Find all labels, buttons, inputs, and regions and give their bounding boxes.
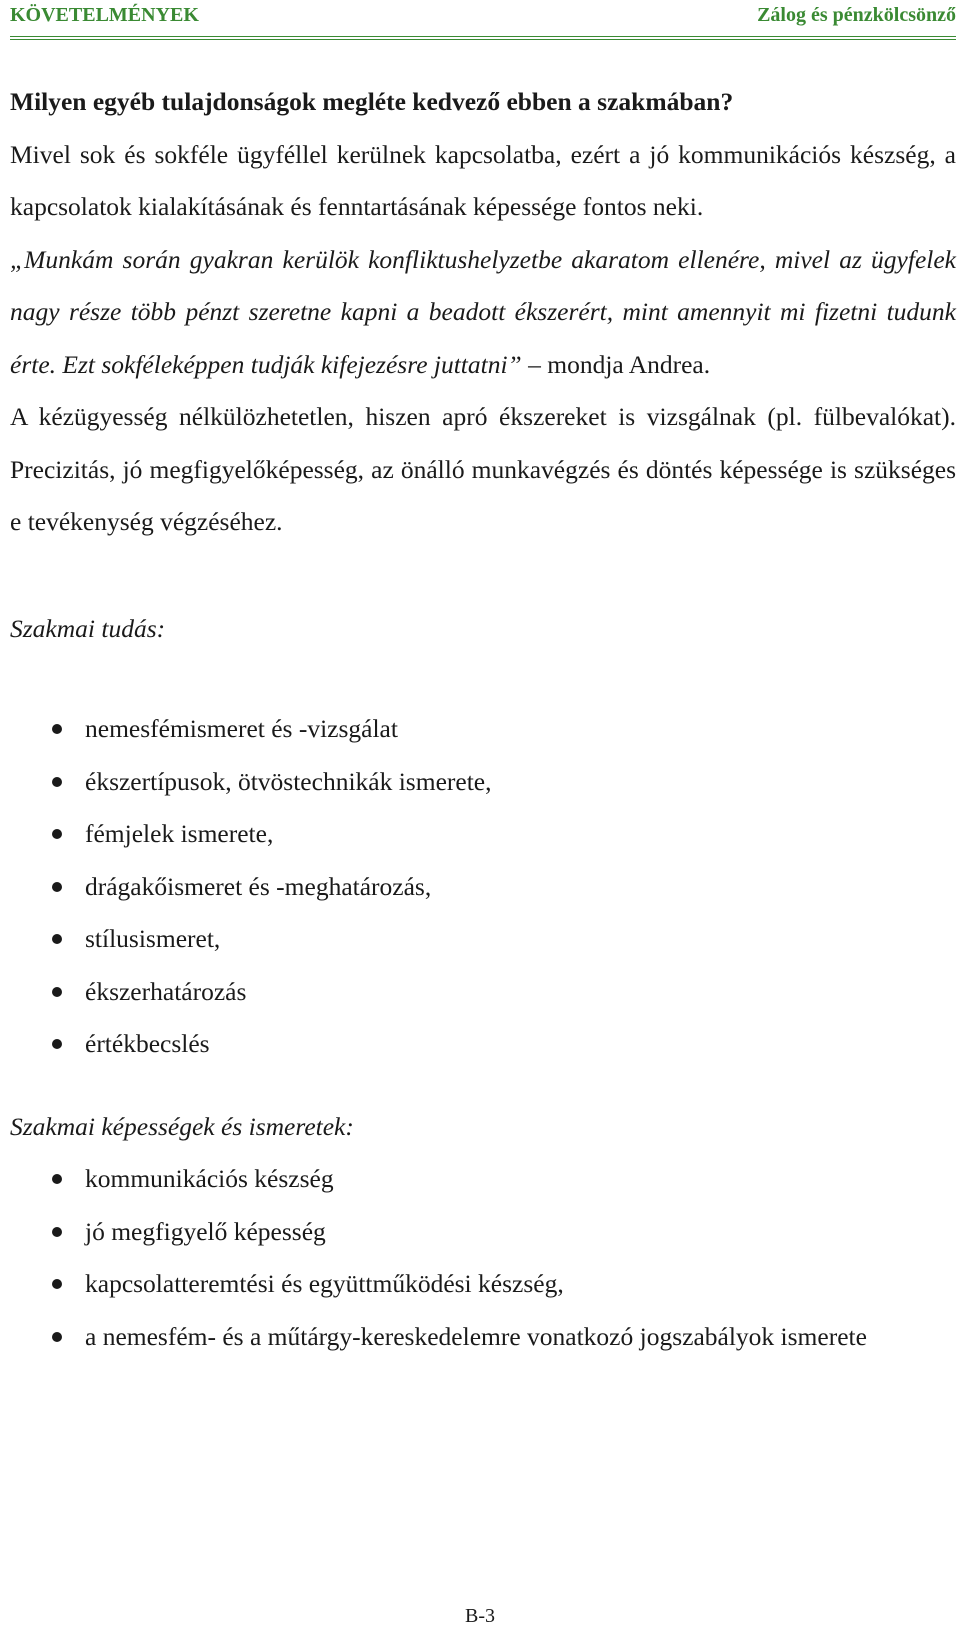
- bullet-icon: [52, 934, 62, 944]
- list-item: értékbecslés: [10, 1018, 956, 1071]
- section-title-knowledge: Szakmai tudás:: [10, 613, 166, 643]
- list-item: jó megfigyelő képesség: [10, 1206, 956, 1259]
- bullet-icon: [52, 987, 62, 997]
- bullet-icon: [52, 1039, 62, 1049]
- bullet-icon: [52, 724, 62, 734]
- page-number: B-3: [465, 1605, 495, 1627]
- bullet-icon: [52, 1227, 62, 1237]
- page-header: [10, 0, 956, 40]
- header-occupation: Zálog és pénzkölcsönző: [757, 4, 956, 26]
- list-item: fémjelek ismerete,: [10, 808, 956, 861]
- list-item: a nemesfém- és a műtárgy-kereskedelemre vonatkozó jogszabályok ismerete: [10, 1311, 956, 1364]
- question-heading: Milyen egyéb tulajdonságok megléte kedvező ebben a szakmában?: [10, 87, 734, 116]
- paragraph-communication: Mivel sok és sokféle ügyféllel kerülnek kapcsolatba, ezért a jó kommunikációs készség, a kapcsolatok kialakításának és fenntartásának képessége fontos neki.: [10, 139, 956, 221]
- list-item: ékszerhatározás: [10, 966, 956, 1019]
- quote-paragraph: [10, 234, 956, 392]
- bullet-icon: [52, 882, 62, 892]
- knowledge-list: [10, 703, 956, 1071]
- bullet-icon: [52, 777, 62, 787]
- bullet-icon: [52, 1174, 62, 1184]
- quote-attribution: – mondja Andrea.: [521, 349, 711, 379]
- header-category: KÖVETELMÉNYEK: [10, 4, 199, 26]
- list-item: ékszertípusok, ötvöstechnikák ismerete,: [10, 756, 956, 809]
- paragraph-dexterity: A kézügyesség nélkülözhetetlen, hiszen apró ékszereket is vizsgálnak (pl. fülbevalókat). Precizitás, jó megfigyelőképesség, az önálló munkavégzés és döntés képessége is szükséges e tevékenység végzéséhez.: [10, 402, 956, 536]
- skills-list: [10, 1153, 956, 1363]
- list-item: kapcsolatteremtési és együttműködési készség,: [10, 1258, 956, 1311]
- list-item: nemesfémismeret és -vizsgálat: [10, 703, 956, 756]
- section-title-skills: Szakmai képességek és ismeretek:: [10, 1111, 354, 1141]
- bullet-icon: [52, 829, 62, 839]
- list-item: drágakőismeret és -meghatározás,: [10, 861, 956, 914]
- bullet-icon: [52, 1332, 62, 1342]
- document-body: [10, 76, 956, 1363]
- bullet-icon: [52, 1279, 62, 1289]
- list-item: kommunikációs készség: [10, 1153, 956, 1206]
- quote-text: „Munkám során gyakran kerülök konfliktushelyzetbe akaratom ellenére, mivel az ügyfelek nagy része több pénzt szeretne kapni a beadott ékszerért, mint amennyit mi fizetni tudunk érte. Ezt sokféleképpen tudják kifejezésre juttatni”: [10, 244, 956, 379]
- list-item: stílusismeret,: [10, 913, 956, 966]
